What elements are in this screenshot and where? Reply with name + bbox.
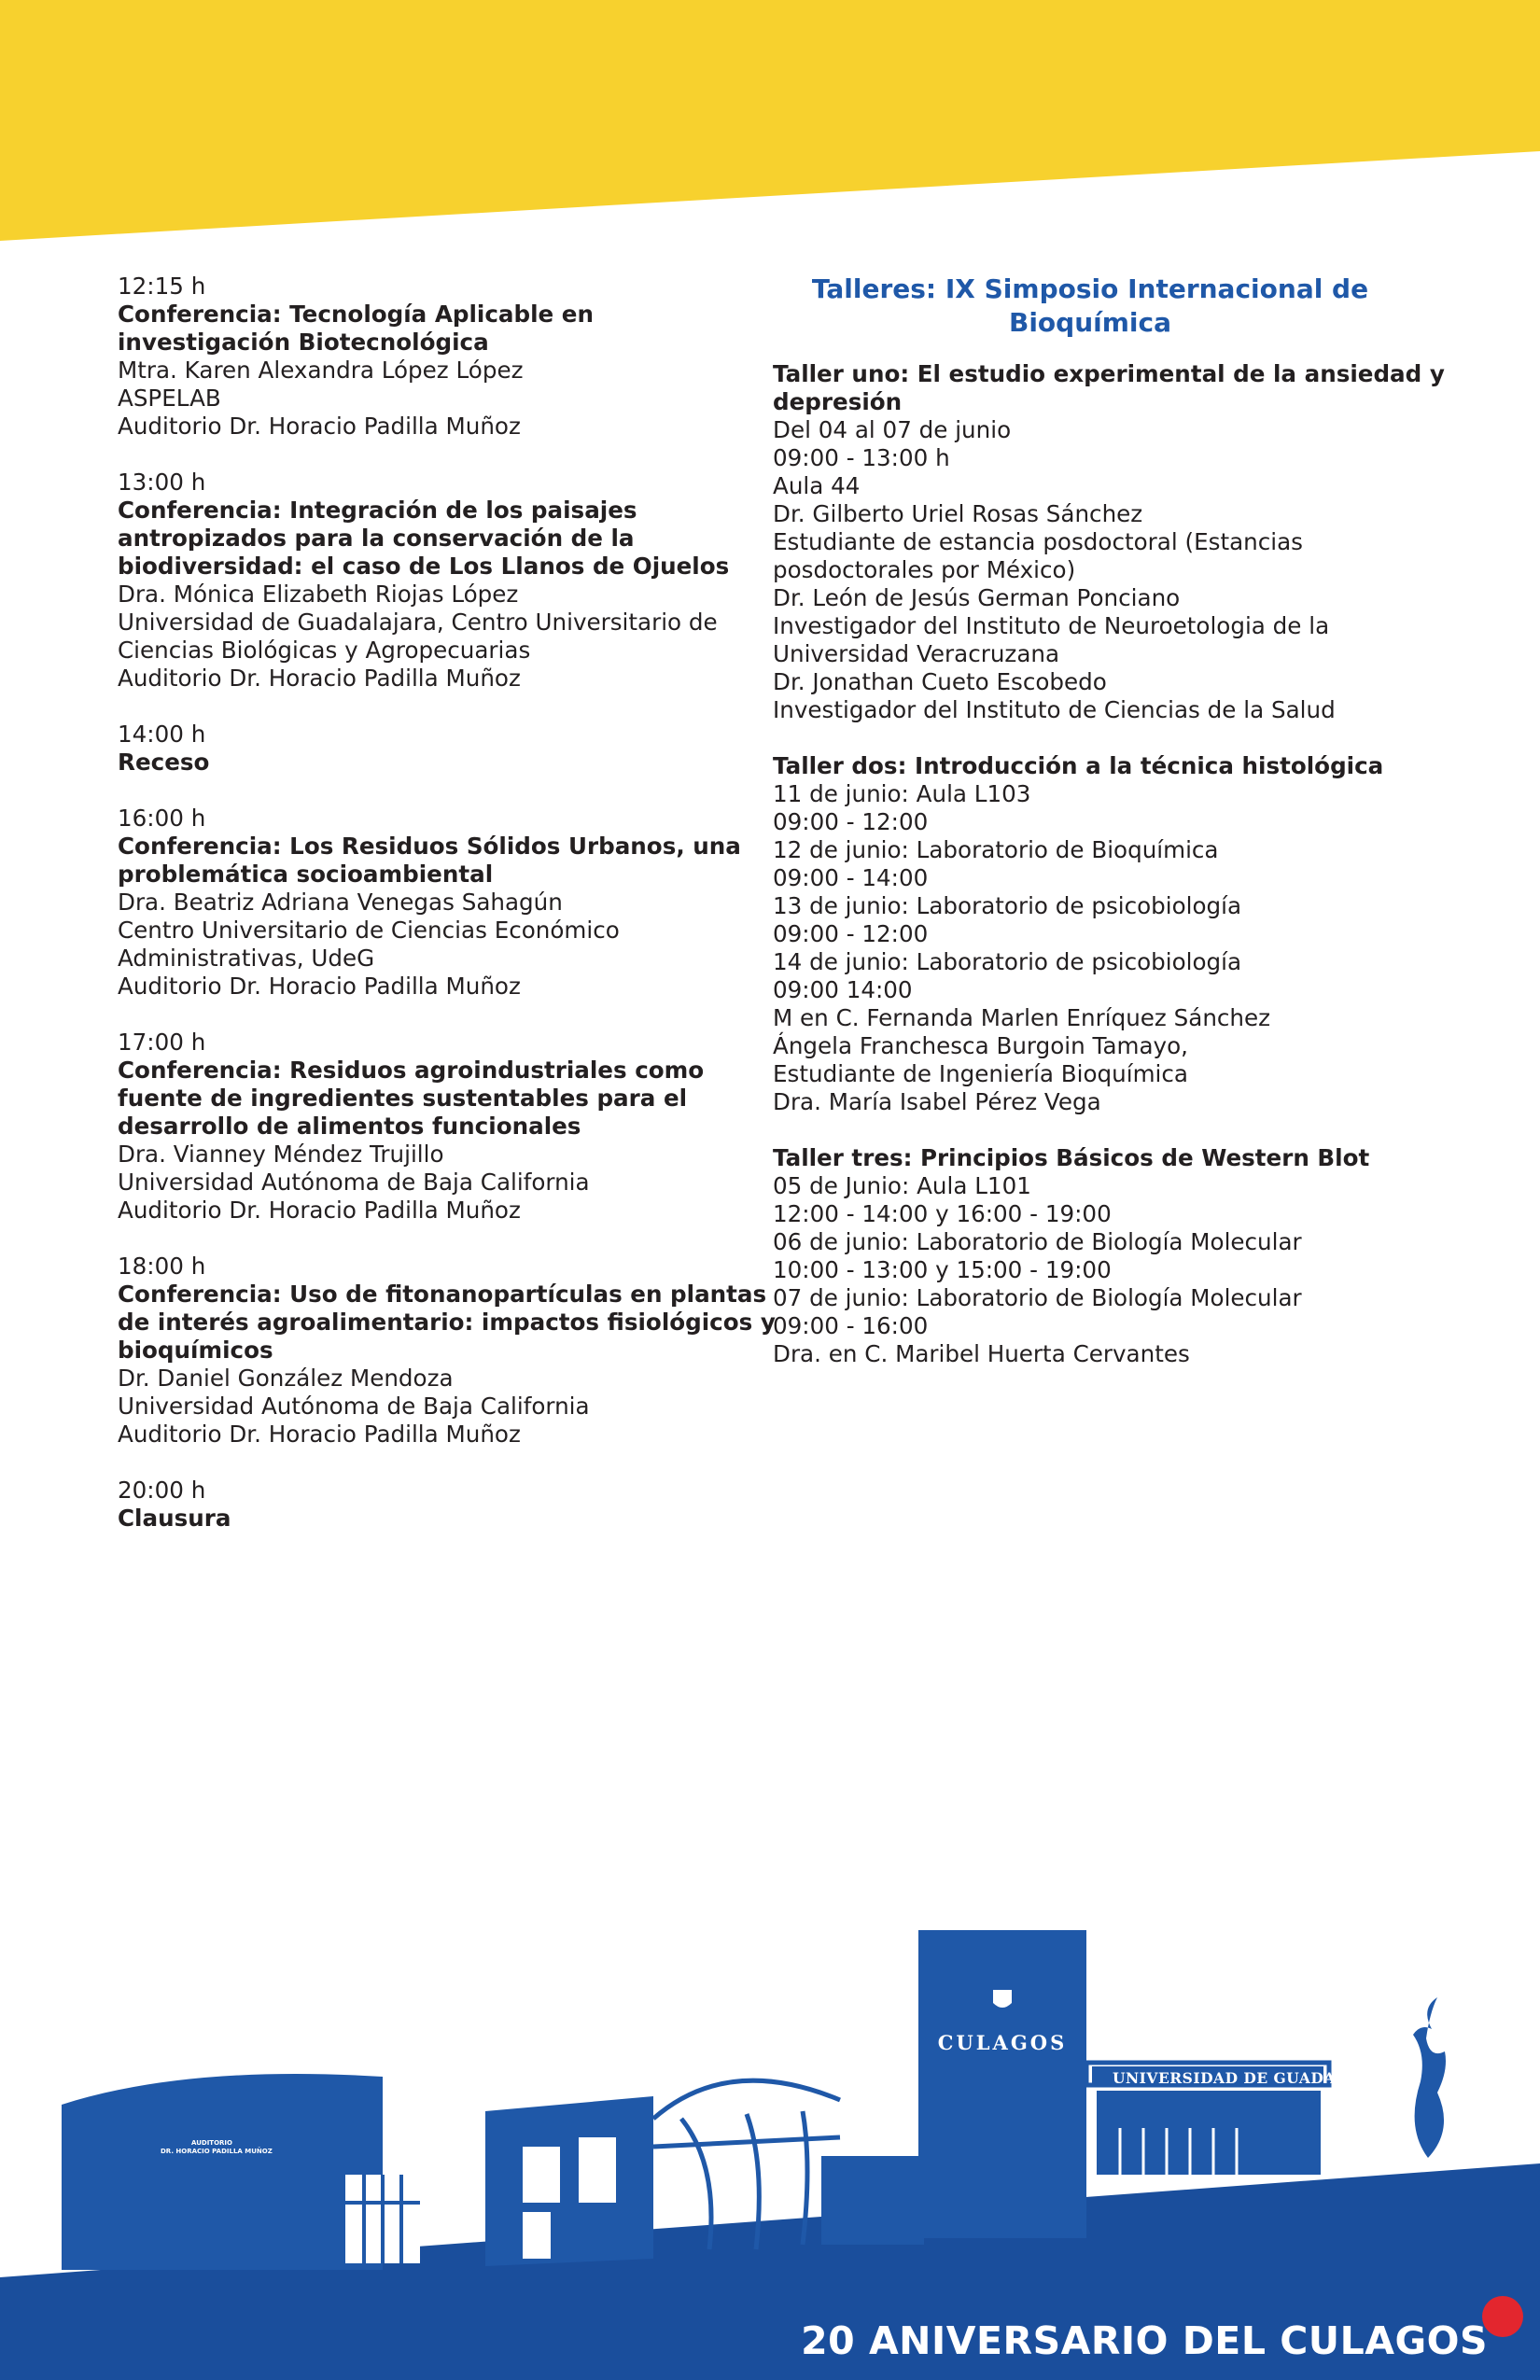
workshops-title-line: Bioquímica [1008,307,1171,338]
schedule-entry [118,805,741,1001]
schedule-detail: Universidad Autónoma de Baja California [118,1169,590,1196]
auditorio-sign [161,2139,273,2156]
workshop-detail: Dra. María Isabel Pérez Vega [773,1088,1101,1115]
workshop-detail: M en C. Fernanda Marlen Enríquez Sánchez [773,1004,1271,1031]
workshop-detail: Dra. en C. Maribel Huerta Cervantes [773,1340,1190,1367]
workshop-detail: 09:00 - 13:00 h [773,444,950,471]
workshop-detail: Dr. Jonathan Cueto Escobedo [773,668,1107,695]
workshop-detail: 07 de junio: Laboratorio de Biología Molecular [773,1284,1302,1311]
workshop-detail: Universidad Veracruzana [773,640,1060,667]
schedule-title: Conferencia: Residuos agroindustriales como [118,1057,705,1084]
schedule-detail: Auditorio Dr. Horacio Padilla Muñoz [118,973,521,1000]
schedule-time: 20:00 h [118,1477,206,1504]
workshop-detail: 05 de Junio: Aula L101 [773,1172,1031,1199]
workshop-detail: 09:00 - 16:00 [773,1312,929,1339]
schedule-title: biodiversidad: el caso de Los Llanos de Ojuelos [118,553,730,580]
workshop-entry [773,360,1445,724]
schedule-detail: Dra. Mónica Elizabeth Riojas López [118,581,519,608]
schedule-title: Conferencia: Uso de fitonanopartículas en plantas [118,1281,767,1308]
schedule-detail: Dra. Vianney Méndez Trujillo [118,1141,444,1168]
schedule-entry [118,721,734,777]
schedule-title: Conferencia: Integración de los paisajes [118,497,637,524]
schedule-title: Clausura [118,1505,231,1532]
workshop-detail: Investigador del Instituto de Ciencias de la Salud [773,696,1336,723]
workshop-detail: 11 de junio: Aula L103 [773,780,1031,807]
schedule-title: antropizados para la conservación de la [118,525,635,552]
schedule-entry [118,273,734,441]
workshop-detail: Dr. Gilberto Uriel Rosas Sánchez [773,500,1143,527]
workshop-detail: 12:00 - 14:00 y 16:00 - 19:00 [773,1200,1112,1227]
auditorio-sign-line: DR. HORACIO PADILLA MUÑOZ [161,2148,273,2155]
conference-schedule [118,273,776,1561]
udg-building-label: UNIVERSIDAD DE GUADALAJARA [1113,2069,1402,2087]
workshop-title: Taller uno: El estudio experimental de la ansiedad y [773,360,1445,387]
workshop-detail: Dr. León de Jesús German Ponciano [773,584,1181,611]
workshop-detail: 10:00 - 13:00 y 15:00 - 19:00 [773,1256,1112,1283]
schedule-entry [118,1253,776,1449]
workshop-title: depresión [773,388,903,415]
workshop-detail: 09:00 14:00 [773,976,913,1003]
schedule-entry [118,1029,734,1225]
schedule-time: 13:00 h [118,469,206,496]
schedule-title: bioquímicos [118,1337,273,1364]
schedule-entry [118,469,734,693]
workshop-detail: 09:00 - 14:00 [773,864,929,891]
schedule-time: 14:00 h [118,721,206,748]
schedule-detail: Mtra. Karen Alexandra López López [118,357,524,384]
schedule-time: 12:15 h [118,273,206,300]
workshop-detail: Aula 44 [773,472,861,499]
schedule-title: investigación Biotecnológica [118,329,489,356]
workshop-detail: 12 de junio: Laboratorio de Bioquímica [773,836,1219,863]
workshop-detail: Investigador del Instituto de Neuroetologia de la [773,612,1330,639]
workshop-detail: Del 04 al 07 de junio [773,416,1012,443]
schedule-detail: Administrativas, UdeG [118,945,375,972]
schedule-time: 17:00 h [118,1029,206,1056]
schedule-time: 18:00 h [118,1253,206,1280]
schedule-detail: Auditorio Dr. Horacio Padilla Muñoz [118,665,521,692]
workshop-entry [773,752,1407,1116]
schedule-detail: Centro Universitario de Ciencias Económico [118,917,620,944]
schedule-entry [118,1477,734,1533]
workshops-title-line: Talleres: IX Simposio Internacional de [811,273,1369,304]
culagos-building-label: CULAGOS [937,2031,1068,2054]
workshop-entry [773,1144,1407,1368]
workshop-detail: Estudiante de Ingeniería Bioquímica [773,1060,1188,1087]
workshop-detail: Estudiante de estancia posdoctoral (Estancias [773,528,1303,555]
workshop-detail: Ángela Franchesca Burgoin Tamayo, [773,1032,1188,1059]
workshop-detail: 14 de junio: Laboratorio de psicobiología [773,948,1242,975]
schedule-detail: Auditorio Dr. Horacio Padilla Muñoz [118,413,521,440]
schedule-detail: Dr. Daniel González Mendoza [118,1365,454,1392]
schedule-time: 16:00 h [118,805,206,832]
auditorio-sign-line: AUDITORIO [191,2139,232,2147]
schedule-title: Receso [118,749,210,776]
top-yellow-band [0,0,1540,243]
schedule-title: desarrollo de alimentos funcionales [118,1113,581,1140]
schedule-detail: Auditorio Dr. Horacio Padilla Muñoz [118,1197,521,1224]
anniversary-banner: 20 ANIVERSARIO DEL CULAGOS [801,2318,1488,2363]
workshop-title: Taller dos: Introducción a la técnica histológica [773,752,1384,779]
schedule-title: problemática socioambiental [118,861,494,888]
workshop-detail: posdoctorales por México) [773,556,1076,583]
schedule-detail: Dra. Beatriz Adriana Venegas Sahagún [118,889,563,916]
workshop-detail: 09:00 - 12:00 [773,808,929,835]
workshop-title: Taller tres: Principios Básicos de Western Blot [773,1144,1370,1171]
schedule-detail: Ciencias Biológicas y Agropecuarias [118,637,531,664]
schedule-detail: Universidad de Guadalajara, Centro Universitario de [118,609,718,636]
workshop-detail: 09:00 - 12:00 [773,920,929,947]
schedule-title: Conferencia: Los Residuos Sólidos Urbanos, una [118,833,741,860]
schedule-title: Conferencia: Tecnología Aplicable en [118,301,594,328]
schedule-title: fuente de ingredientes sustentables para el [118,1085,688,1112]
schedule-detail: Auditorio Dr. Horacio Padilla Muñoz [118,1421,521,1448]
schedule-detail: ASPELAB [118,385,221,412]
workshop-detail: 06 de junio: Laboratorio de Biología Molecular [773,1228,1302,1255]
schedule-title: de interés agroalimentario: impactos fisiológicos y [118,1309,776,1336]
schedule-detail: Universidad Autónoma de Baja California [118,1393,590,1420]
workshops-list [773,360,1445,1368]
workshops-section [773,273,1445,1396]
workshops-title [773,273,1407,340]
workshop-detail: 13 de junio: Laboratorio de psicobiología [773,892,1242,919]
